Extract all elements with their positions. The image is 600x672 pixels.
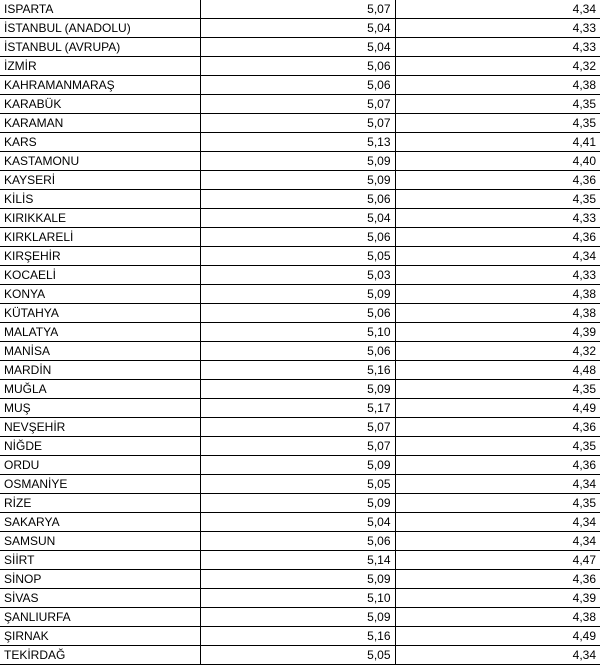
value-a-cell: 5,04 [200, 38, 395, 57]
province-cell: MARDİN [0, 361, 200, 380]
table-row [0, 152, 600, 171]
table-row [0, 19, 600, 38]
value-b-cell: 4,49 [395, 399, 600, 418]
table-row [0, 608, 600, 627]
table-row [0, 57, 600, 76]
table-row [0, 589, 600, 608]
province-cell: KOCAELİ [0, 266, 200, 285]
value-b-cell: 4,34 [395, 247, 600, 266]
table-row [0, 190, 600, 209]
value-b-cell: 4,35 [395, 190, 600, 209]
value-b-cell: 4,38 [395, 285, 600, 304]
province-cell: ŞIRNAK [0, 627, 200, 646]
value-b-cell: 4,36 [395, 418, 600, 437]
table-row [0, 0, 600, 19]
value-b-cell: 4,38 [395, 304, 600, 323]
value-a-cell: 5,07 [200, 114, 395, 133]
province-cell: ISPARTA [0, 0, 200, 19]
province-cell: MUŞ [0, 399, 200, 418]
value-b-cell: 4,32 [395, 342, 600, 361]
table-row [0, 209, 600, 228]
table-row [0, 228, 600, 247]
table-row [0, 475, 600, 494]
province-cell: TEKİRDAĞ [0, 646, 200, 665]
province-cell: İZMİR [0, 57, 200, 76]
value-b-cell: 4,33 [395, 19, 600, 38]
province-cell: SAMSUN [0, 532, 200, 551]
table-row [0, 399, 600, 418]
table-row [0, 532, 600, 551]
value-b-cell: 4,48 [395, 361, 600, 380]
value-a-cell: 5,16 [200, 361, 395, 380]
province-cell: KASTAMONU [0, 152, 200, 171]
value-a-cell: 5,10 [200, 589, 395, 608]
province-cell: ŞANLIURFA [0, 608, 200, 627]
table-row [0, 342, 600, 361]
value-b-cell: 4,35 [395, 437, 600, 456]
value-b-cell: 4,35 [395, 494, 600, 513]
value-a-cell: 5,17 [200, 399, 395, 418]
value-b-cell: 4,49 [395, 627, 600, 646]
table-row [0, 627, 600, 646]
province-cell: SİNOP [0, 570, 200, 589]
table-row [0, 114, 600, 133]
value-b-cell: 4,32 [395, 57, 600, 76]
value-a-cell: 5,09 [200, 570, 395, 589]
province-cell: KARS [0, 133, 200, 152]
value-a-cell: 5,06 [200, 228, 395, 247]
province-cell: KARAMAN [0, 114, 200, 133]
table-row [0, 76, 600, 95]
table-row [0, 418, 600, 437]
province-cell: RİZE [0, 494, 200, 513]
value-a-cell: 5,05 [200, 646, 395, 665]
province-cell: KAYSERİ [0, 171, 200, 190]
table-row [0, 285, 600, 304]
value-b-cell: 4,35 [395, 380, 600, 399]
province-cell: MUĞLA [0, 380, 200, 399]
province-cell: İSTANBUL (ANADOLU) [0, 19, 200, 38]
table-row [0, 551, 600, 570]
table-row [0, 380, 600, 399]
table-row [0, 513, 600, 532]
value-a-cell: 5,07 [200, 437, 395, 456]
value-a-cell: 5,09 [200, 152, 395, 171]
table-row [0, 361, 600, 380]
province-cell: KIRŞEHİR [0, 247, 200, 266]
value-b-cell: 4,35 [395, 114, 600, 133]
value-a-cell: 5,09 [200, 380, 395, 399]
province-cell: ORDU [0, 456, 200, 475]
value-a-cell: 5,06 [200, 57, 395, 76]
province-cell: MALATYA [0, 323, 200, 342]
table-row [0, 247, 600, 266]
province-cell: KARABÜK [0, 95, 200, 114]
table-row [0, 323, 600, 342]
value-a-cell: 5,04 [200, 19, 395, 38]
table-row [0, 133, 600, 152]
province-cell: KIRIKKALE [0, 209, 200, 228]
province-cell: OSMANİYE [0, 475, 200, 494]
province-cell: KİLİS [0, 190, 200, 209]
value-a-cell: 5,04 [200, 209, 395, 228]
value-b-cell: 4,34 [395, 0, 600, 19]
value-b-cell: 4,33 [395, 266, 600, 285]
value-b-cell: 4,34 [395, 646, 600, 665]
value-a-cell: 5,10 [200, 323, 395, 342]
value-a-cell: 5,05 [200, 475, 395, 494]
table-row [0, 494, 600, 513]
value-a-cell: 5,03 [200, 266, 395, 285]
value-a-cell: 5,16 [200, 627, 395, 646]
value-a-cell: 5,09 [200, 285, 395, 304]
province-cell: NİĞDE [0, 437, 200, 456]
value-b-cell: 4,38 [395, 608, 600, 627]
value-b-cell: 4,34 [395, 475, 600, 494]
value-b-cell: 4,35 [395, 95, 600, 114]
province-cell: KIRKLARELİ [0, 228, 200, 247]
table-row [0, 570, 600, 589]
value-a-cell: 5,09 [200, 494, 395, 513]
table-row [0, 95, 600, 114]
value-b-cell: 4,36 [395, 228, 600, 247]
value-b-cell: 4,38 [395, 76, 600, 95]
table-row [0, 171, 600, 190]
value-b-cell: 4,33 [395, 209, 600, 228]
province-cell: KONYA [0, 285, 200, 304]
value-b-cell: 4,39 [395, 323, 600, 342]
table-row [0, 437, 600, 456]
value-a-cell: 5,06 [200, 190, 395, 209]
value-b-cell: 4,36 [395, 456, 600, 475]
value-b-cell: 4,34 [395, 513, 600, 532]
province-cell: İSTANBUL (AVRUPA) [0, 38, 200, 57]
value-a-cell: 5,09 [200, 608, 395, 627]
value-a-cell: 5,13 [200, 133, 395, 152]
province-cell: KÜTAHYA [0, 304, 200, 323]
province-cell: SAKARYA [0, 513, 200, 532]
province-cell: MANİSA [0, 342, 200, 361]
value-a-cell: 5,09 [200, 171, 395, 190]
value-a-cell: 5,06 [200, 76, 395, 95]
value-b-cell: 4,39 [395, 589, 600, 608]
value-b-cell: 4,33 [395, 38, 600, 57]
table-row [0, 38, 600, 57]
table-row [0, 646, 600, 665]
value-b-cell: 4,36 [395, 570, 600, 589]
value-a-cell: 5,06 [200, 304, 395, 323]
table-row [0, 456, 600, 475]
value-b-cell: 4,40 [395, 152, 600, 171]
value-b-cell: 4,36 [395, 171, 600, 190]
province-cell: KAHRAMANMARAŞ [0, 76, 200, 95]
value-a-cell: 5,05 [200, 247, 395, 266]
value-a-cell: 5,07 [200, 95, 395, 114]
value-a-cell: 5,07 [200, 0, 395, 19]
table-row [0, 304, 600, 323]
value-a-cell: 5,09 [200, 456, 395, 475]
value-a-cell: 5,04 [200, 513, 395, 532]
province-cell: NEVŞEHİR [0, 418, 200, 437]
value-b-cell: 4,47 [395, 551, 600, 570]
province-cell: SİİRT [0, 551, 200, 570]
value-b-cell: 4,34 [395, 532, 600, 551]
table-row [0, 266, 600, 285]
value-a-cell: 5,06 [200, 532, 395, 551]
value-b-cell: 4,41 [395, 133, 600, 152]
value-a-cell: 5,06 [200, 342, 395, 361]
value-a-cell: 5,14 [200, 551, 395, 570]
province-cell: SİVAS [0, 589, 200, 608]
value-a-cell: 5,07 [200, 418, 395, 437]
